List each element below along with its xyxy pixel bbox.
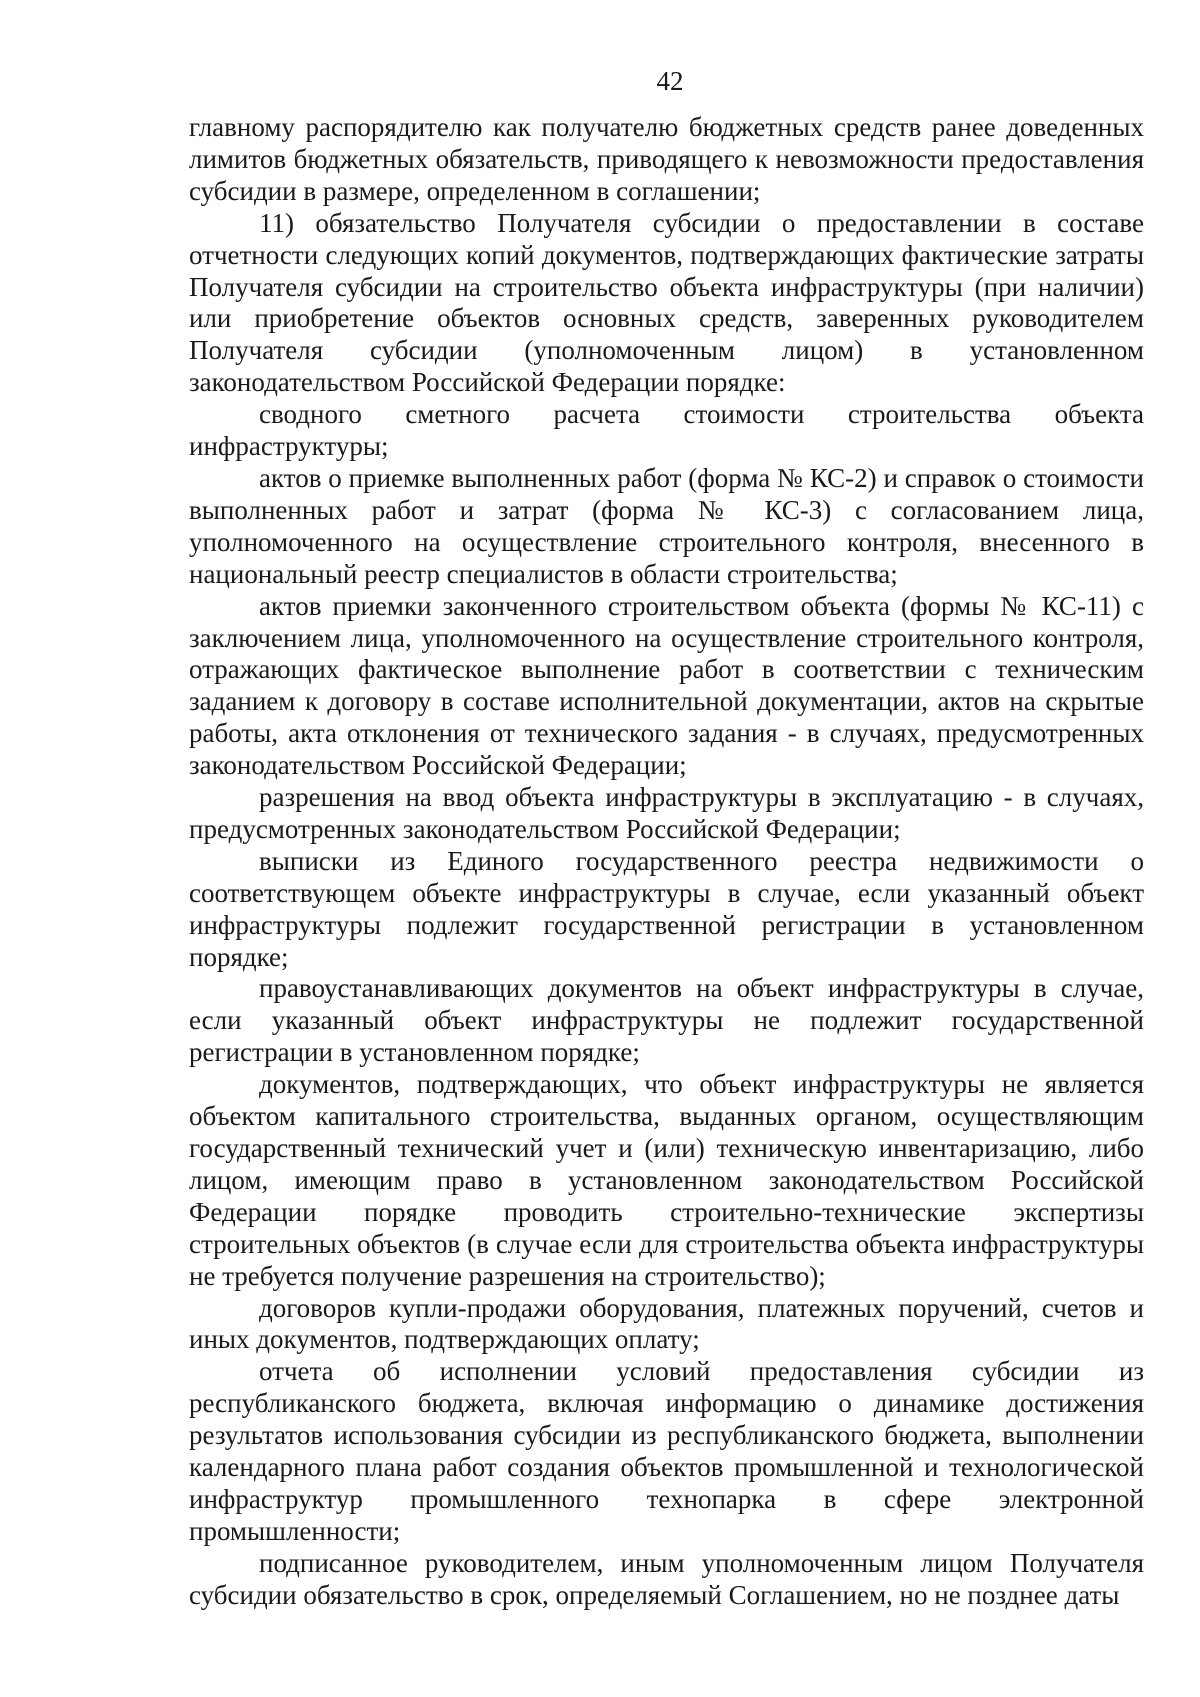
paragraph: договоров купли-продажи оборудования, платежных поручений, счетов и иных документов, подтверждающих оплату; bbox=[189, 1292, 1144, 1355]
paragraph: сводного сметного расчета стоимости строительства объекта инфраструктуры; bbox=[189, 399, 1144, 462]
paragraph: выписки из Единого государственного реестра недвижимости о соответствующем объекте инфраструктуры в случае, если указанный объект инфраструктуры подлежит государственной регистрации в установленном порядке; bbox=[189, 845, 1144, 972]
paragraph: 11) обязательство Получателя субсидии о предоставлении в составе отчетности следующих копий документов, подтверждающих фактические затраты Получателя субсидии на строительство объекта инфраструктуры (при наличии) или приобретение объектов основных средств, заверенных руководителем Получателя субсидии (уполномоченным лицом) в установленном законодательством Российской Федерации порядке: bbox=[189, 207, 1144, 398]
document-body bbox=[189, 112, 1144, 1612]
page-number: 42 bbox=[656, 66, 684, 96]
paragraph: актов о приемке выполненных работ (форма № КС-2) и справок о стоимости выполненных работ и затрат (форма № КС-3) с согласованием лица, уполномоченного на осуществление строительного контроля, внесенного в национальный реестр специалистов в области строительства; bbox=[189, 462, 1144, 589]
paragraph: разрешения на ввод объекта инфраструктуры в эксплуатацию - в случаях, предусмотренных законодательством Российской Федерации; bbox=[189, 782, 1144, 844]
paragraph: документов, подтверждающих, что объект инфраструктуры не является объектом капитального строительства, выданных органом, осуществляющим государственный технический учет и (или) техническую инвентаризацию, либо лицом, имеющим право в установленном законодательством Российской Федерации порядке проводить строительно-технические экспертизы строительных объектов (в случае если для строительства объекта инфраструктуры не требуется получение разрешения на строительство); bbox=[189, 1069, 1144, 1291]
paragraph: главному распорядителю как получателю бюджетных средств ранее доведенных лимитов бюджетных обязательств, приводящего к невозможности предоставления субсидии в размере, определенном в соглашении; bbox=[189, 112, 1144, 206]
paragraph: правоустанавливающих документов на объект инфраструктуры в случае, если указанный объект инфраструктуры не подлежит государственной регистрации в установленном порядке; bbox=[189, 973, 1144, 1068]
paragraph: подписанное руководителем, иным уполномоченным лицом Получателя субсидии обязательство в срок, определяемый Соглашением, но не позднее даты bbox=[189, 1547, 1144, 1610]
paragraph: отчета об исполнении условий предоставления субсидии из республиканского бюджета, включая информацию о динамике достижения результатов использования субсидии из республиканского бюджета, выполнении календарного плана работ создания объектов промышленной и технологической инфраструктур промышленного технопарка в сфере электронной промышленности; bbox=[189, 1356, 1144, 1546]
paragraph: актов приемки законченного строительством объекта (формы № КС-11) с заключением лица, уполномоченного на осуществление строительного контроля, отражающих фактическое выполнение работ в соответствии с техническим заданием к договору в составе исполнительной документации, актов на скрытые работы, акта отклонения от технического задания - в случаях, предусмотренных законодательством Российской Федерации; bbox=[189, 590, 1144, 781]
